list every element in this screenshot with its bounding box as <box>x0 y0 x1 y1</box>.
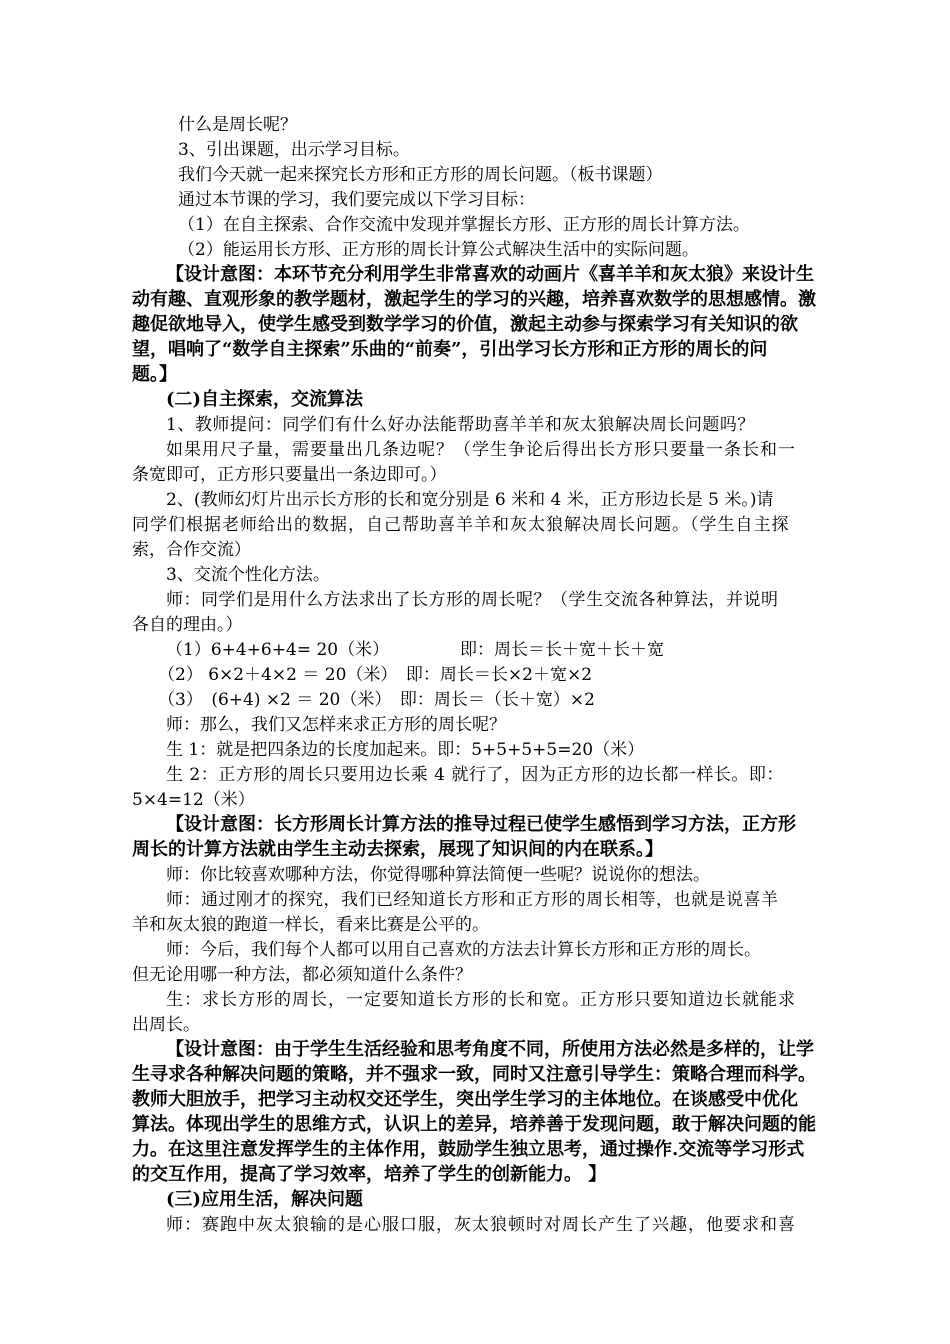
formula-explanation: 即：周长＝长＋宽＋长＋宽 <box>460 640 664 660</box>
text-line: 但无论用哪一种方法，都必须知道什么条件？ <box>132 965 472 985</box>
design-intent-line: 力。在这里注意发挥学生的主体作用，鼓励学生独立思考，通过操作.交流等学习形式 <box>132 1139 805 1160</box>
design-intent-line: 周长的计算方法就由学生主动去探索，展现了知识间的内在联系。】 <box>132 839 663 860</box>
text-line: 师：那么，我们又怎样来求正方形的周长呢？ <box>166 715 506 735</box>
text-line: （1）在自主探索、合作交流中发现并掌握长方形、正方形的周长计算方法。 <box>178 215 750 235</box>
text-line: 2、(教师幻灯片出示长方形的长和宽分别是 6 米和 4 米，正方形边长是 5 米。)请 <box>166 490 774 510</box>
text-line: 3、引出课题，出示学习目标。 <box>178 140 410 160</box>
text-line: 师：你比较喜欢哪种方法，你觉得哪种算法简便一些呢？说说你的想法。 <box>166 865 710 885</box>
text-line: 出周长。 <box>132 1015 200 1035</box>
design-intent-line: 【设计意图：由于学生生活经验和思考角度不同，所使用方法必然是多样的，让学 <box>166 1039 814 1060</box>
text-line: 各自的理由。） <box>132 615 243 635</box>
text-line: 师：通过刚才的探究，我们已经知道长方形和正方形的周长相等，也就是说喜羊 <box>166 890 779 910</box>
design-intent-line: 的交互作用，提高了学习效率，培养了学生的创新能力。 】 <box>132 1164 607 1185</box>
design-intent-line: 动有趣、直观形象的教学题材，激起学生的学习的兴趣，培养喜欢数学的思想感情。激 <box>132 289 816 310</box>
design-intent-line: 算法。体现出学生的思维方式，认识上的差异，培养善于发现问题，敢于解决问题的能 <box>132 1114 816 1135</box>
text-line: 生：求长方形的周长，一定要知道长方形的长和宽。正方形只要知道边长就能求 <box>166 990 796 1010</box>
text-line: 5×4=12（米） <box>132 790 255 810</box>
text-line: 羊和灰太狼的跑道一样长，看来比赛是公平的。 <box>132 915 489 935</box>
design-intent-line: 教师大胆放手，把学习主动权交还学生，突出学生学习的主体地位。在谈感受中优化 <box>132 1089 798 1110</box>
design-intent-line: 生寻求各种解决问题的策略，并不强求一致，同时又注意引导学生：策略合理而科学。 <box>132 1064 816 1085</box>
text-line: 同学们根据老师给出的数据，自己帮助喜羊羊和灰太狼解决周长问题。（学生自主探 <box>132 515 790 535</box>
design-intent-line: 【设计意图：长方形周长计算方法的推导过程已使学生感悟到学习方法，正方形 <box>166 814 796 835</box>
design-intent-line: 望，唱响了“数学自主探索”乐曲的“前奏”，引出学习长方形和正方形的周长的问 <box>132 339 768 360</box>
section-heading: (二)自主探索，交流算法 <box>166 389 364 410</box>
design-intent-line: 趣促欲地导入，使学生感受到数学学习的价值，激起主动参与探索学习有关知识的欲 <box>132 314 798 335</box>
formula-line: （2） 6×2＋4×2 ＝ 20（米） 即：周长＝长×2＋宽×2 <box>158 665 593 685</box>
text-line: 师：今后，我们每个人都可以用自己喜欢的方法去计算长方形和正方形的周长。 <box>166 940 761 960</box>
text-line: （2）能运用长方形、正方形的周长计算公式解决生活中的实际问题。 <box>178 240 699 260</box>
text-line: 师：同学们是用什么方法求出了长方形的周长呢？（学生交流各种算法，并说明 <box>166 590 779 610</box>
text-line: 生 2：正方形的周长只要用边长乘 4 就行了，因为正方形的边长都一样长。即： <box>166 765 784 785</box>
text-line: 条宽即可，正方形只要量出一条边即可。） <box>132 465 447 485</box>
section-heading: (三)应用生活，解决问题 <box>166 1189 364 1210</box>
design-intent-line: 【设计意图：本环节充分利用学生非常喜欢的动画片《喜羊羊和灰太狼》来设计生 <box>166 264 814 285</box>
formula-line: （3） (6+4) ×2 ＝ 20（米） 即：周长＝（长＋宽）×2 <box>158 690 595 710</box>
text-line: 什么是周长呢？ <box>178 115 297 135</box>
text-line: 索，合作交流） <box>132 540 251 560</box>
text-line: 3、交流个性化方法。 <box>166 565 330 585</box>
formula-line: （1）6+4+6+4= 20（米） <box>166 640 390 660</box>
text-line: 我们今天就一起来探究长方形和正方形的周长问题。（板书课题） <box>178 165 663 185</box>
design-intent-line: 题。】 <box>132 364 177 385</box>
text-line: 1、教师提问：同学们有什么好办法能帮助喜羊羊和灰太狼解决周长问题吗？ <box>166 415 755 435</box>
text-line: 生 1：就是把四条边的长度加起来。即：5+5+5+5=20（米） <box>166 740 645 760</box>
text-line: 通过本节课的学习，我们要完成以下学习目标： <box>178 190 535 210</box>
text-line: 如果用尺子量，需要量出几条边呢？（学生争论后得出长方形只要量一条长和一 <box>166 440 796 460</box>
text-line: 师：赛跑中灰太狼输的是心服口服，灰太狼顿时对周长产生了兴趣，他要求和喜 <box>166 1215 796 1235</box>
